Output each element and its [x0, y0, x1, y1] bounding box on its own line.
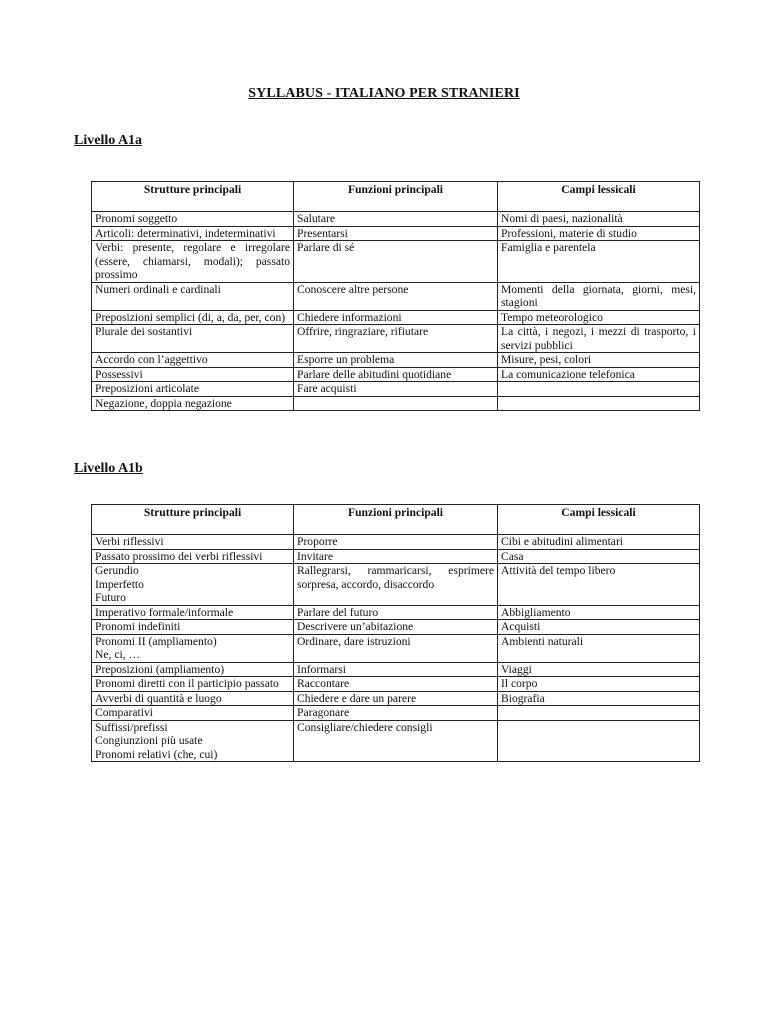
- cell-strutture: [92, 549, 294, 564]
- cell-text: Pronomi indefiniti: [95, 620, 181, 633]
- cell-campi: [498, 310, 700, 325]
- header-strutture: Strutture principali: [92, 505, 294, 535]
- cell-strutture: [92, 605, 294, 620]
- cell-campi: [498, 382, 700, 397]
- cell-strutture: [92, 691, 294, 706]
- cell-funzioni: [294, 241, 498, 283]
- cell-campi: [498, 367, 700, 382]
- cell-funzioni: [294, 310, 498, 325]
- cell-funzioni: [294, 535, 498, 550]
- cell-strutture: [92, 620, 294, 635]
- cell-text: Preposizioni semplici (di, a, da, per, con): [95, 310, 286, 324]
- cell-text: Abbigliamento: [501, 605, 571, 619]
- cell-text: Parlare del futuro: [297, 605, 379, 619]
- table-row: [92, 549, 700, 564]
- cell-text: Imperativo formale/informale: [95, 605, 234, 619]
- table-row: [92, 620, 700, 635]
- cell-strutture: [92, 564, 294, 606]
- cell-text: Paragonare: [297, 706, 350, 719]
- cell-text: Imperfetto: [95, 577, 144, 591]
- cell-campi: [498, 282, 700, 310]
- cell-text: Verbi riflessivi: [95, 535, 164, 548]
- cell-text: Biografia: [501, 691, 545, 705]
- cell-strutture: [92, 353, 294, 368]
- cell-strutture: [92, 226, 294, 241]
- cell-text: Pronomi soggetto: [95, 212, 178, 225]
- cell-text: Invitare: [297, 549, 334, 563]
- table-header-row: [92, 505, 700, 535]
- cell-campi: [498, 564, 700, 606]
- cell-strutture: [92, 396, 294, 411]
- cell-text: Chiedere informazioni: [297, 310, 402, 324]
- cell-funzioni: [294, 605, 498, 620]
- cell-text: Accordo con l’aggettivo: [95, 353, 208, 366]
- cell-text: Casa: [501, 549, 524, 563]
- cell-text: Numeri ordinali e cardinali: [95, 282, 221, 296]
- cell-text: Plurale dei sostantivi: [95, 325, 193, 338]
- cell-strutture: [92, 662, 294, 677]
- cell-campi: [498, 634, 700, 662]
- table-row: [92, 226, 700, 241]
- cell-text: Congiunzioni più usate: [95, 734, 203, 747]
- cell-text: Descrivere un’abitazione: [297, 620, 414, 633]
- cell-strutture: [92, 310, 294, 325]
- cell-text: Informarsi: [297, 662, 346, 676]
- table-row: [92, 535, 700, 550]
- cell-campi: [498, 212, 700, 227]
- cell-text: Pronomi relativi (che, cui): [95, 747, 218, 761]
- table-row: [92, 677, 700, 692]
- cell-funzioni: [294, 282, 498, 310]
- cell-text: Conoscere altre persone: [297, 282, 409, 296]
- table-row: [92, 691, 700, 706]
- cell-text: Tempo meteorologico: [501, 310, 603, 324]
- cell-campi: [498, 226, 700, 241]
- header-campi: Campi lessicali: [498, 505, 700, 535]
- cell-text: Offrire, ringraziare, rifiutare: [297, 325, 429, 338]
- header-campi: Campi lessicali: [498, 182, 700, 212]
- cell-text: Esporre un problema: [297, 353, 395, 366]
- cell-strutture: [92, 706, 294, 721]
- cell-funzioni: [294, 325, 498, 353]
- cell-text: Ambienti naturali: [501, 634, 584, 648]
- level-a1b-title: Livello A1b: [74, 461, 143, 476]
- cell-campi: [498, 535, 700, 550]
- cell-strutture: [92, 634, 294, 662]
- table-row: [92, 310, 700, 325]
- cell-text: Ordinare, dare istruzioni: [297, 634, 411, 648]
- cell-funzioni: [294, 691, 498, 706]
- table-row: [92, 634, 700, 662]
- cell-text: Fare acquisti: [297, 382, 357, 395]
- cell-strutture: [92, 720, 294, 762]
- table-row: [92, 353, 700, 368]
- table-row: [92, 382, 700, 397]
- cell-text: Gerundio: [95, 564, 139, 577]
- cell-text: Momenti della giornata, giorni, mesi, stagioni: [501, 282, 696, 309]
- cell-text: Comparativi: [95, 706, 153, 719]
- header-funzioni: Funzioni principali: [294, 505, 498, 535]
- cell-text: Nomi di paesi, nazionalità: [501, 212, 623, 225]
- cell-text: Preposizioni (ampliamento): [95, 662, 225, 676]
- cell-strutture: [92, 325, 294, 353]
- table-row: [92, 212, 700, 227]
- cell-text: Viaggi: [501, 662, 532, 676]
- cell-text: La comunicazione telefonica: [501, 367, 635, 381]
- header-strutture: Strutture principali: [92, 182, 294, 212]
- cell-campi: [498, 662, 700, 677]
- cell-strutture: [92, 241, 294, 283]
- table-row: [92, 241, 700, 283]
- cell-text: Verbi: presente, regolare e irregolare (essere, chiamarsi, modali); passato prossimo: [95, 241, 290, 281]
- cell-text: Misure, pesi, colori: [501, 353, 592, 366]
- cell-text: Passato prossimo dei verbi riflessivi: [95, 549, 263, 563]
- cell-text: Chiedere e dare un parere: [297, 691, 417, 705]
- cell-funzioni: [294, 382, 498, 397]
- syllabus-table-a1a: [91, 181, 700, 411]
- cell-campi: [498, 677, 700, 692]
- cell-text: Pronomi II (ampliamento): [95, 634, 217, 648]
- cell-text: Ne, ci, …: [95, 648, 141, 661]
- cell-text: Presentarsi: [297, 226, 348, 240]
- cell-funzioni: [294, 662, 498, 677]
- cell-funzioni: [294, 226, 498, 241]
- cell-text: Negazione, doppia negazione: [95, 396, 232, 410]
- cell-text: Suffissi/prefissi: [95, 720, 168, 734]
- table-row: [92, 564, 700, 606]
- cell-text: Raccontare: [297, 677, 350, 690]
- cell-strutture: [92, 382, 294, 397]
- cell-campi: [498, 353, 700, 368]
- cell-campi: [498, 396, 700, 411]
- cell-text: Parlare di sé: [297, 241, 355, 254]
- cell-text: Parlare delle abitudini quotidiane: [297, 367, 452, 381]
- table-row: [92, 396, 700, 411]
- cell-text: Il corpo: [501, 677, 538, 690]
- cell-strutture: [92, 367, 294, 382]
- cell-funzioni: [294, 396, 498, 411]
- cell-strutture: [92, 282, 294, 310]
- cell-text: Consigliare/chiedere consigli: [297, 720, 433, 734]
- cell-text: Rallegrarsi, rammaricarsi, esprimere sorpresa, accordo, disaccordo: [297, 564, 494, 591]
- cell-funzioni: [294, 549, 498, 564]
- cell-text: Professioni, materie di studio: [501, 226, 637, 240]
- cell-text: Acquisti: [501, 620, 541, 633]
- cell-campi: [498, 620, 700, 635]
- cell-funzioni: [294, 353, 498, 368]
- cell-campi: [498, 605, 700, 620]
- table-header-row: [92, 182, 700, 212]
- cell-text: Avverbi di quantità e luogo: [95, 691, 222, 705]
- cell-text: Pronomi diretti con il participio passato: [95, 677, 279, 690]
- table-row: [92, 662, 700, 677]
- cell-text: Futuro: [95, 591, 126, 604]
- cell-campi: [498, 691, 700, 706]
- cell-text: Salutare: [297, 212, 335, 225]
- cell-funzioni: [294, 634, 498, 662]
- syllabus-table-a1b: [91, 504, 700, 762]
- cell-funzioni: [294, 720, 498, 762]
- cell-strutture: [92, 677, 294, 692]
- cell-text: Possessivi: [95, 367, 143, 381]
- cell-strutture: [92, 212, 294, 227]
- cell-text: Preposizioni articolate: [95, 382, 199, 395]
- cell-text: Famiglia e parentela: [501, 241, 596, 254]
- cell-funzioni: [294, 706, 498, 721]
- level-a1a-title: Livello A1a: [74, 133, 143, 148]
- table-row: [92, 282, 700, 310]
- cell-funzioni: [294, 677, 498, 692]
- cell-campi: [498, 549, 700, 564]
- document-title: SYLLABUS - ITALIANO PER STRANIERI: [248, 86, 520, 101]
- table-row: [92, 720, 700, 762]
- cell-campi: [498, 706, 700, 721]
- cell-funzioni: [294, 367, 498, 382]
- cell-text: La città, i negozi, i mezzi di trasporto, i servizi pubblici: [501, 325, 696, 352]
- cell-strutture: [92, 535, 294, 550]
- cell-funzioni: [294, 564, 498, 606]
- table-row: [92, 325, 700, 353]
- cell-campi: [498, 241, 700, 283]
- cell-text: Proporre: [297, 535, 338, 548]
- cell-funzioni: [294, 212, 498, 227]
- header-funzioni: Funzioni principali: [294, 182, 498, 212]
- cell-text: Attività del tempo libero: [501, 564, 616, 577]
- table-row: [92, 367, 700, 382]
- cell-text: Articoli: determinativi, indeterminativi: [95, 226, 276, 240]
- cell-text: Cibi e abitudini alimentari: [501, 535, 624, 548]
- cell-funzioni: [294, 620, 498, 635]
- cell-campi: [498, 325, 700, 353]
- table-row: [92, 706, 700, 721]
- table-row: [92, 605, 700, 620]
- cell-campi: [498, 720, 700, 762]
